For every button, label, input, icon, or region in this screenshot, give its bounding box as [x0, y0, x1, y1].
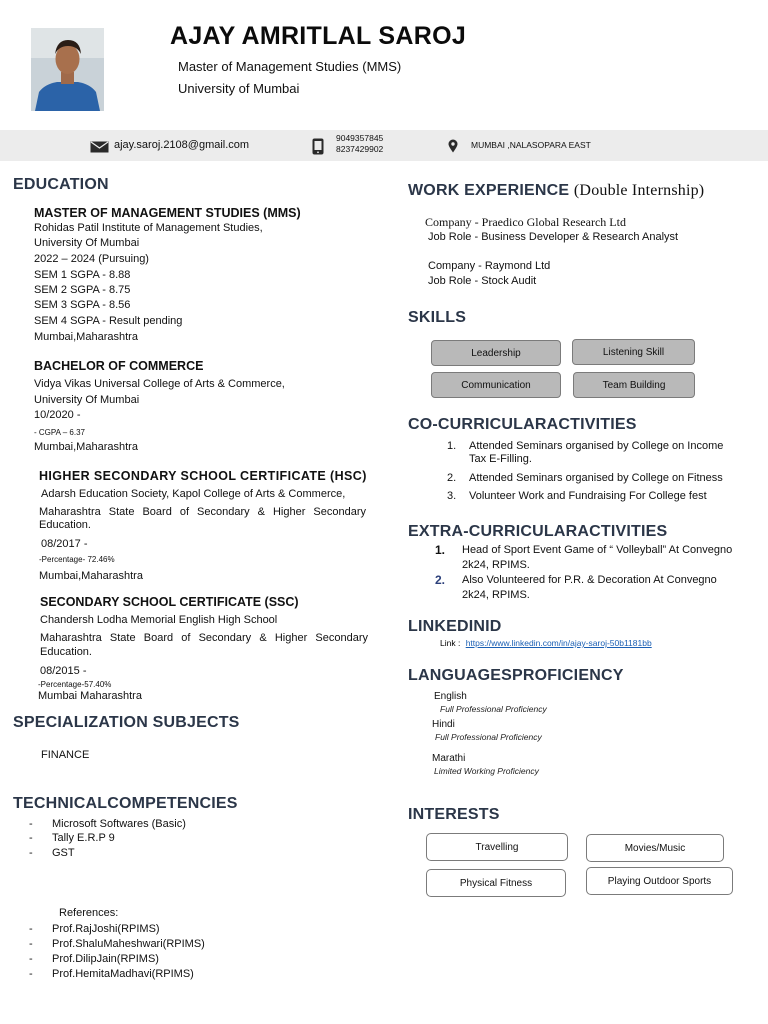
linkedin-link-row	[440, 638, 652, 648]
extracurricular-item: Also Volunteered for P.R. & Decoration At Convegno	[462, 574, 717, 586]
work-company-2: Company - Raymond Ltd	[428, 260, 551, 272]
education-heading: EDUCATION	[13, 176, 109, 193]
candidate-name: AJAY AMRITLAL SAROJ	[170, 22, 467, 50]
cocurricular-number: 2.	[447, 472, 457, 484]
phone-number-1: 9049357845	[336, 133, 384, 143]
location-pin-icon	[448, 139, 458, 158]
mms-line: Mumbai,Maharashtra	[34, 331, 138, 343]
skill-tag: Listening Skill	[572, 339, 695, 365]
work-company-1: Company - Praedico Global Research Ltd	[425, 215, 626, 229]
cocurricular-number: 1.	[447, 440, 457, 452]
work-heading	[408, 182, 704, 200]
extracurricular-item-cont: 2k24, RPIMS.	[462, 589, 530, 601]
mms-line: SEM 4 SGPA - Result pending	[34, 315, 183, 327]
hsc-title: HIGHER SECONDARY SCHOOL CERTIFICATE (HSC)	[39, 469, 367, 483]
reference-item: Prof.HemitaMadhavi(RPIMS)	[52, 968, 194, 980]
hsc-line: Maharashtra State Board of Secondary & Higher Secondary	[39, 506, 366, 518]
cocurricular-item-cont: Tax E-Filling.	[469, 453, 532, 465]
location-text: MUMBAI ,NALASOPARA EAST	[471, 140, 591, 150]
language-level: Full Professional Proficiency	[440, 704, 547, 714]
skill-tag: Team Building	[573, 372, 695, 398]
bullet-dash: -	[29, 938, 33, 950]
bullet-dash: -	[29, 968, 33, 980]
hsc-location: Mumbai,Maharashtra	[39, 570, 143, 582]
ssc-title: SECONDARY SCHOOL CERTIFICATE (SSC)	[40, 595, 299, 609]
language-name: Marathi	[432, 753, 466, 764]
bullet-dash: -	[29, 818, 33, 830]
bcom-cgpa: - CGPA – 6.37	[34, 428, 85, 437]
mms-line: Rohidas Patil Institute of Management Studies,	[34, 222, 263, 234]
interest-tag: Movies/Music	[586, 834, 724, 862]
phone-icon	[312, 138, 324, 160]
bullet-dash: -	[29, 953, 33, 965]
hsc-line: Adarsh Education Society, Kapol College of Arts & Commerce,	[41, 488, 346, 500]
hsc-line: Education.	[39, 519, 91, 531]
interest-tag: Physical Fitness	[426, 869, 566, 897]
language-name: English	[434, 691, 467, 702]
hsc-date: 08/2017 -	[41, 538, 88, 550]
cocurricular-number: 3.	[447, 490, 457, 502]
envelope-icon	[90, 140, 109, 158]
ssc-location: Mumbai Maharashtra	[38, 690, 142, 702]
ssc-line: Education.	[40, 646, 92, 658]
extracurricular-item: Head of Sport Event Game of “ Volleyball” At Convegno	[462, 544, 733, 556]
mms-line: SEM 1 SGPA - 8.88	[34, 269, 131, 281]
mms-line: University Of Mumbai	[34, 237, 140, 249]
bcom-title: BACHELOR OF COMMERCE	[34, 359, 204, 373]
ssc-percentage: -Percentage-57.40%	[38, 680, 112, 689]
references-heading: References:	[59, 907, 119, 919]
phone-number-2: 8237429902	[336, 144, 384, 154]
bcom-line: University Of Mumbai	[34, 394, 140, 406]
skills-heading: SKILLS	[408, 309, 467, 326]
reference-item: Prof.RajJoshi(RPIMS)	[52, 923, 160, 935]
mms-line: SEM 3 SGPA - 8.56	[34, 299, 131, 311]
ssc-date: 08/2015 -	[40, 665, 87, 677]
language-level: Limited Working Proficiency	[434, 766, 539, 776]
work-heading-text: WORK EXPERIENCE	[408, 182, 570, 199]
mms-line: SEM 2 SGPA - 8.75	[34, 284, 131, 296]
hsc-percentage: -Percentage- 72.46%	[39, 555, 115, 564]
mms-title: MASTER OF MANAGEMENT STUDIES (MMS)	[34, 206, 301, 220]
technical-item: Tally E.R.P 9	[52, 832, 115, 844]
ssc-line: Maharashtra State Board of Secondary & Higher Secondary	[40, 632, 368, 644]
bullet-dash: -	[29, 832, 33, 844]
extracurricular-item-cont: 2k24, RPIMS.	[462, 559, 530, 571]
technical-item: Microsoft Softwares (Basic)	[52, 818, 186, 830]
email-address[interactable]: ajay.saroj.2108@gmail.com	[114, 139, 250, 151]
extracurricular-number: 1.	[435, 543, 446, 557]
interest-tag: Playing Outdoor Sports	[586, 867, 733, 895]
linkedin-url-link[interactable]: https://www.linkedin.com/in/ajay-saroj-50b1181bb	[465, 638, 652, 648]
reference-item: Prof.ShaluMaheshwari(RPIMS)	[52, 938, 205, 950]
bcom-line: 10/2020 -	[34, 409, 81, 421]
bcom-line: Mumbai,Maharashtra	[34, 441, 138, 453]
bullet-dash: -	[29, 847, 33, 859]
technical-item: GST	[52, 847, 75, 859]
cocurricular-heading: CO-CURRICULARACTIVITIES	[408, 416, 637, 433]
reference-item: Prof.DilipJain(RPIMS)	[52, 953, 159, 965]
skill-tag: Leadership	[431, 340, 561, 366]
extracurricular-number: 2.	[435, 573, 446, 587]
skill-tag: Communication	[431, 372, 561, 398]
cocurricular-item: Attended Seminars organised by College on Income	[469, 440, 724, 452]
specialization-heading: SPECIALIZATION SUBJECTS	[13, 714, 240, 731]
language-name: Hindi	[432, 719, 455, 730]
profile-photo	[31, 28, 104, 111]
language-level: Full Professional Proficiency	[435, 732, 542, 742]
ssc-line: Chandersh Lodha Memorial English High School	[40, 614, 278, 626]
mms-line: 2022 – 2024 (Pursuing)	[34, 253, 149, 265]
cocurricular-item: Volunteer Work and Fundraising For College fest	[469, 490, 707, 502]
languages-heading: LANGUAGESPROFICIENCY	[408, 667, 624, 684]
degree-title: Master of Management Studies (MMS)	[178, 59, 402, 74]
cocurricular-item: Attended Seminars organised by College on Fitness	[469, 472, 723, 484]
linkedin-label: Link :	[440, 638, 461, 648]
work-role-1: Job Role - Business Developer & Research Analyst	[428, 231, 679, 243]
work-heading-suffix: (Double Internship)	[573, 182, 705, 199]
university-name: University of Mumbai	[178, 81, 300, 96]
extracurricular-heading: EXTRA-CURRICULARACTIVITIES	[408, 523, 668, 540]
interests-heading: INTERESTS	[408, 806, 500, 823]
bcom-line: Vidya Vikas Universal College of Arts & Commerce,	[34, 378, 285, 390]
technical-heading: TECHNICALCOMPETENCIES	[13, 795, 238, 812]
specialization-value: FINANCE	[41, 749, 90, 761]
linkedin-heading: LINKEDINID	[408, 618, 502, 635]
interest-tag: Travelling	[426, 833, 568, 861]
work-role-2: Job Role - Stock Audit	[428, 275, 537, 287]
bullet-dash: -	[29, 923, 33, 935]
